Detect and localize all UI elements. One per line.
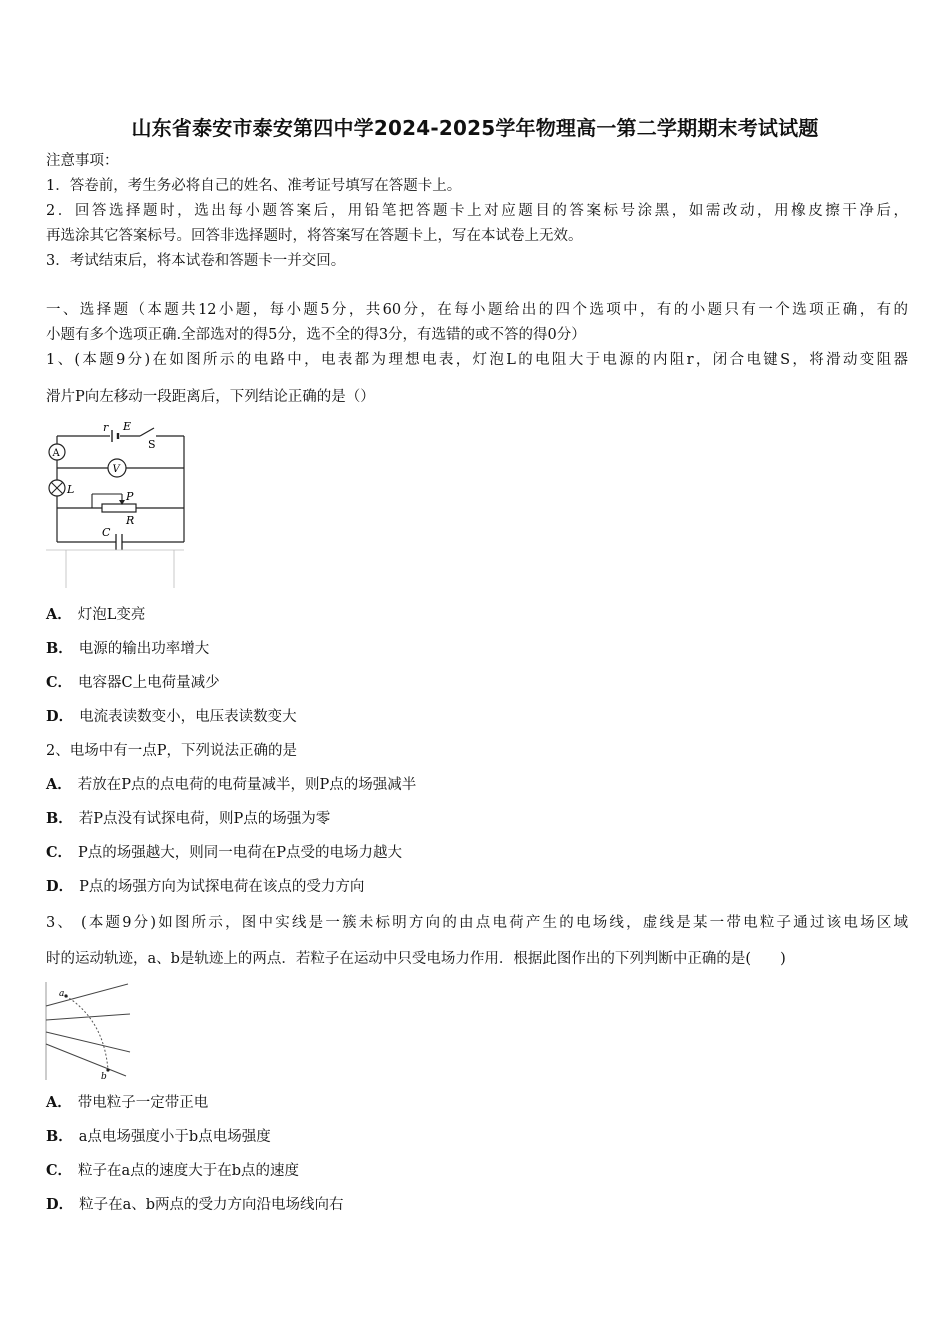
q2-option-d-text: P点的场强方向为试探电荷在该点的受力方向 <box>79 879 365 895</box>
label-r: r <box>103 421 109 434</box>
q3-option-a-text: 带电粒子一定带正电 <box>77 1095 209 1111</box>
q1-option-d-text: 电流表读数变小，电压表读数变大 <box>79 709 297 725</box>
q3-option-c-text: 粒子在a点的速度大于在b点的速度 <box>78 1163 299 1179</box>
q2-option-a <box>46 774 416 796</box>
q3-option-d-letter: D． <box>46 1196 74 1213</box>
q2-stem: 2、电场中有一点P，下列说法正确的是 <box>46 743 297 759</box>
q3-stem-1: 3、 (本题9分)如图所示，图中实线是一簇未标明方向的由点电荷产生的电场线，虚线是某一带电粒子通过该电场区域 <box>46 915 908 931</box>
label-S: S <box>148 438 156 451</box>
q3-option-a <box>46 1092 208 1114</box>
section-instructions-2: 小题有多个选项正确.全部选对的得5分，选不全的得3分，有选错的或不答的得0分） <box>46 327 586 343</box>
label-E: E <box>123 420 132 433</box>
label-R: R <box>126 514 135 527</box>
q2-option-c <box>46 842 402 864</box>
q2-option-d <box>46 876 364 898</box>
q3-option-c <box>46 1160 299 1182</box>
q3-option-a-letter: A． <box>46 1094 72 1111</box>
label-L: L <box>67 483 75 496</box>
q1-option-c-letter: C． <box>46 674 73 691</box>
label-P: P <box>126 490 134 503</box>
page-title: 山东省泰安市泰安第四中学2024-2025学年物理高一第二学期期末考试试题 <box>131 116 819 140</box>
q1-option-b <box>46 638 209 660</box>
q2-option-a-letter: A． <box>46 776 72 793</box>
q1-circuit-figure <box>44 420 190 590</box>
rheostat-icon <box>102 504 136 512</box>
q2-option-c-text: P点的场强越大，则同一电荷在P点受的电场力越大 <box>78 845 403 861</box>
q2-option-a-text: 若放在P点的点电荷的电荷量减半，则P点的场强减半 <box>77 777 417 793</box>
q3-option-b-text: a点电场强度小于b点电场强度 <box>78 1129 271 1145</box>
q3-field-figure <box>44 980 134 1084</box>
notice-item-3: 3．考试结束后，将本试卷和答题卡一并交回。 <box>46 253 346 269</box>
q1-option-c <box>46 672 220 694</box>
q2-option-b <box>46 808 330 830</box>
notice-item-2: 2．回答选择题时，选出每小题答案后，用铅笔把答题卡上对应题目的答案标号涂黑，如需改动，用橡皮擦干净后， <box>46 203 908 219</box>
q3-option-b-letter: B． <box>46 1128 73 1145</box>
q3-stem-2: 时的运动轨迹，a、b是轨迹上的两点．若粒子在运动中只受电场力作用．根据此图作出的下列判断中正确的是( ) <box>46 951 786 967</box>
label-A: A <box>52 448 60 459</box>
q1-option-c-text: 电容器C上电荷量减少 <box>78 675 220 691</box>
q3-option-d-text: 粒子在a、b两点的受力方向沿电场线向右 <box>79 1197 344 1213</box>
q1-stem-2: 滑片P向左移动一段距离后，下列结论正确的是（） <box>46 389 375 405</box>
q1-option-a-letter: A． <box>46 606 72 623</box>
q3-option-c-letter: C． <box>46 1162 73 1179</box>
q1-option-d-letter: D． <box>46 708 74 725</box>
label-a: a <box>59 989 65 999</box>
q1-option-a <box>46 604 145 626</box>
notice-item-1: 1．答卷前，考生务必将自己的姓名、准考证号填写在答题卡上。 <box>46 178 462 194</box>
notice-item-2-cont: 再选涂其它答案标号。回答非选择题时，将答案写在答题卡上，写在本试卷上无效。 <box>46 228 583 244</box>
q3-option-b <box>46 1126 271 1148</box>
q2-option-c-letter: C． <box>46 844 73 861</box>
q1-option-a-text: 灯泡L变亮 <box>77 607 146 623</box>
label-V: V <box>112 464 120 475</box>
notice-heading: 注意事项： <box>46 153 119 169</box>
q1-stem-1: 1、(本题9分)在如图所示的电路中，电表都为理想电表，灯泡L的电阻大于电源的内阻r，闭合电键S，将滑动变阻器 <box>46 352 908 368</box>
section-instructions-1: 一、选择题（本题共12小题，每小题5分，共60分，在每小题给出的四个选项中，有的小题只有一个选项正确，有的 <box>46 302 908 318</box>
q1-option-d <box>46 706 297 728</box>
label-b: b <box>101 1072 107 1082</box>
label-C: C <box>102 526 111 539</box>
q1-option-b-letter: B． <box>46 640 73 657</box>
q3-option-d <box>46 1194 344 1216</box>
q2-option-d-letter: D． <box>46 878 74 895</box>
trajectory-path <box>66 996 108 1070</box>
q2-option-b-letter: B． <box>46 810 73 827</box>
q1-option-b-text: 电源的输出功率增大 <box>78 641 210 657</box>
q2-option-b-text: 若P点没有试探电荷，则P点的场强为零 <box>78 811 331 827</box>
